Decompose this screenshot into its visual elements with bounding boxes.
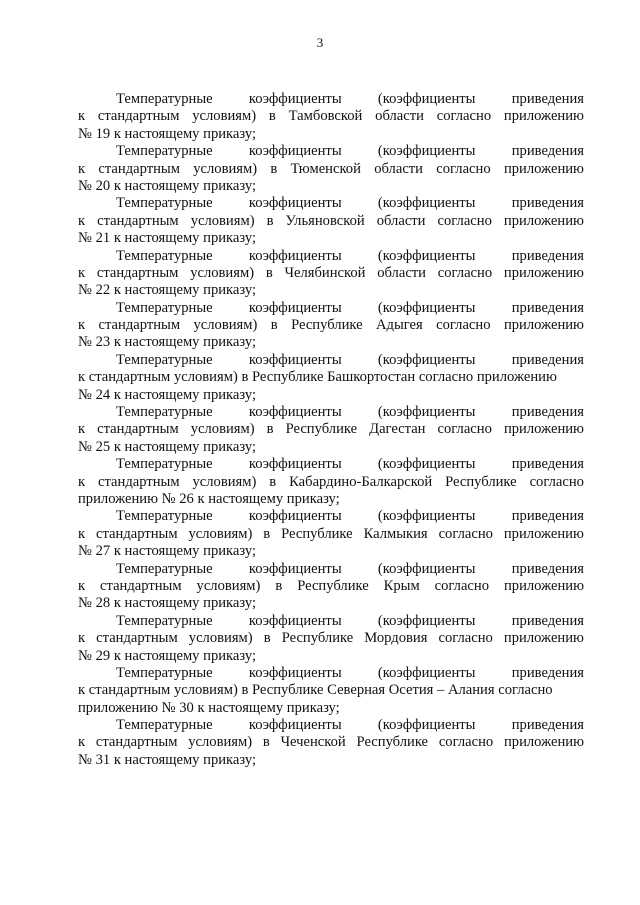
word: Ульяновской [285,212,365,229]
word: условиям) [193,317,258,334]
word: Кабардино-Балкарской [289,473,433,490]
word: стандартным [97,108,180,125]
word: к [78,160,86,177]
paragraph-first-line [78,717,584,734]
word: приложению [503,264,584,281]
word: приведения [511,351,584,368]
word: условиям) [193,160,258,177]
word: Температурные [116,664,213,681]
word: согласно [437,264,493,281]
word: коэффициенты [248,612,342,629]
word: условиям) [190,264,255,281]
word: Тюменской [290,160,361,177]
paragraph-first-line [78,508,584,525]
word: стандартным [96,525,178,542]
word: Республике [297,577,369,594]
word: Крым [383,577,420,594]
paragraph-line: № 27 к настоящему приказу; [78,543,257,560]
word: в [266,212,274,229]
word: Температурные [116,456,213,473]
paragraph-line: № 21 к настоящему приказу; [78,230,257,247]
word: Температурные [116,299,213,316]
paragraph-line [78,213,584,230]
word: Температурные [116,612,213,629]
paragraph-line: приложению № 30 к настоящему приказу; [78,699,340,716]
word: согласно [438,734,494,751]
word: в [266,421,274,438]
word: (коэффициенты [377,664,476,681]
word: приведения [511,247,584,264]
word: в [263,525,271,542]
paragraph-line: № 25 к настоящему приказу; [78,438,257,455]
word: стандартным [96,630,178,647]
word: коэффициенты [248,247,342,264]
word: коэффициенты [248,508,342,525]
word: (коэффициенты [377,456,476,473]
word: Адыгея [375,317,423,334]
word: Республике [281,630,354,647]
paragraph-line [78,265,584,282]
word: (коэффициенты [377,299,476,316]
word: стандартным [100,577,182,594]
word: согласно [438,630,493,647]
paragraph-line: к стандартным условиям) в Республике Северная Осетия – Алания согласно [78,682,553,699]
paragraph-line: № 19 к настоящему приказу; [78,125,257,142]
paragraph-first-line [78,613,584,630]
word: приведения [511,404,584,421]
paragraph-first-line [78,352,584,369]
word: (коэффициенты [377,351,476,368]
paragraph-first-line [78,665,584,682]
list-item [78,404,584,456]
word: в [263,630,271,647]
word: приложению [503,108,584,125]
word: согласно [436,160,491,177]
word: Калмыкия [363,525,428,542]
word: Чеченской [280,734,346,751]
word: согласно [438,525,493,542]
paragraph-first-line [78,561,584,578]
paragraph-first-line [78,91,584,108]
word: приложению [503,577,584,594]
word: Температурные [116,508,213,525]
word: приложению [503,421,584,438]
word: к [78,264,86,281]
word: к [78,108,86,125]
word: Республике [356,734,429,751]
word: коэффициенты [248,143,342,160]
word: области [376,212,426,229]
list-item [78,456,584,508]
word: приведения [511,612,584,629]
paragraph-first-line [78,300,584,317]
word: Температурные [116,717,213,734]
word: стандартным [97,421,179,438]
paragraph-line [78,421,584,438]
word: условиям) [190,212,255,229]
paragraph-line: № 24 к настоящему приказу; [78,386,257,403]
word: в [262,734,270,751]
paragraph-line [78,161,584,178]
list-item [78,248,584,300]
word: согласно [436,317,491,334]
word: в [268,108,276,125]
word: Республике [291,317,363,334]
list-item [78,717,584,769]
paragraph-first-line [78,248,584,265]
word: приложению [503,212,584,229]
word: коэффициенты [248,664,342,681]
word: согласно [437,212,492,229]
word: к [78,317,86,334]
word: к [78,212,86,229]
paragraph-line: приложению № 26 к настоящему приказу; [78,490,340,507]
word: в [270,160,278,177]
word: области [377,264,426,281]
paragraph-line [78,630,584,647]
paragraph-line: № 23 к настоящему приказу; [78,334,257,351]
list-item [78,91,584,143]
word: в [265,264,273,281]
paragraph-first-line [78,143,584,160]
page-number: 3 [316,35,324,50]
paragraph-first-line [78,404,584,421]
word: условиям) [188,734,253,751]
word: к [78,734,86,751]
word: (коэффициенты [377,717,476,734]
word: коэффициенты [248,299,342,316]
word: стандартным [97,212,179,229]
paragraph-line: № 29 к настоящему приказу; [78,647,257,664]
word: условиям) [188,525,253,542]
word: приведения [511,299,584,316]
word: Челябинской [284,264,366,281]
word: (коэффициенты [377,247,476,264]
word: приведения [511,508,584,525]
word: коэффициенты [248,717,342,734]
word: коэффициенты [248,404,342,421]
paragraph-line [78,578,584,595]
document-body [78,91,584,769]
word: приведения [511,717,584,734]
list-item [78,508,584,560]
word: Республике [281,525,353,542]
word: Температурные [116,404,213,421]
word: согласно [436,108,492,125]
word: к [78,473,86,490]
paragraph-line [78,734,584,751]
word: приведения [511,456,584,473]
word: Мордовия [364,630,428,647]
word: в [275,577,283,594]
word: Температурные [116,560,213,577]
word: согласно [437,421,492,438]
word: (коэффициенты [377,195,476,212]
word: стандартным [98,160,180,177]
word: приведения [511,143,584,160]
word: стандартным [96,264,179,281]
paragraph-line: № 31 к настоящему приказу; [78,751,257,768]
word: (коэффициенты [377,612,476,629]
word: коэффициенты [248,195,342,212]
word: приведения [511,195,584,212]
word: Дагестан [369,421,426,438]
word: Температурные [116,195,213,212]
word: Температурные [116,143,213,160]
word: приложению [503,630,584,647]
word: Республике [445,473,517,490]
paragraph-line: № 20 к настоящему приказу; [78,177,257,194]
paragraph-first-line [78,456,584,473]
word: к [78,525,86,542]
word: согласно [529,473,584,490]
word: (коэффициенты [377,143,476,160]
word: Температурные [116,247,213,264]
word: стандартным [98,473,180,490]
paragraph-first-line [78,195,584,212]
word: условиям) [188,630,253,647]
word: области [375,108,424,125]
list-item [78,665,584,717]
word: приложению [503,525,584,542]
word: (коэффициенты [377,404,476,421]
word: к [78,630,86,647]
word: области [374,160,423,177]
word: коэффициенты [248,456,342,473]
word: условиям) [190,421,255,438]
word: условиям) [196,577,261,594]
word: приложению [503,160,584,177]
word: в [270,317,278,334]
word: приведения [511,91,584,107]
paragraph-line [78,474,584,491]
paragraph-line [78,317,584,334]
word: приведения [511,664,584,681]
word: приложению [503,317,584,334]
word: условиям) [192,108,257,125]
word: приложению [503,734,584,751]
word: к [78,577,86,594]
word: стандартным [95,734,178,751]
list-item [78,143,584,195]
word: (коэффициенты [377,560,476,577]
word: Республике [285,421,358,438]
word: коэффициенты [248,351,342,368]
word: к [78,421,86,438]
word: стандартным [98,317,181,334]
paragraph-line [78,108,584,125]
word: (коэффициенты [377,91,476,107]
word: согласно [434,577,490,594]
list-item [78,195,584,247]
word: Тамбовской [288,108,363,125]
list-item [78,352,584,404]
list-item [78,613,584,665]
paragraph-line: к стандартным условиям) в Республике Башкортостан согласно приложению [78,369,557,386]
word: (коэффициенты [377,508,476,525]
list-item [78,300,584,352]
paragraph-line [78,526,584,543]
paragraph-line: № 28 к настоящему приказу; [78,595,257,612]
word: коэффициенты [248,560,342,577]
paragraph-line: № 22 к настоящему приказу; [78,282,257,299]
word: коэффициенты [248,91,342,107]
list-item [78,561,584,613]
word: Температурные [116,351,213,368]
word: в [269,473,277,490]
word: приведения [511,560,584,577]
word: условиям) [192,473,257,490]
word: Температурные [116,91,213,107]
